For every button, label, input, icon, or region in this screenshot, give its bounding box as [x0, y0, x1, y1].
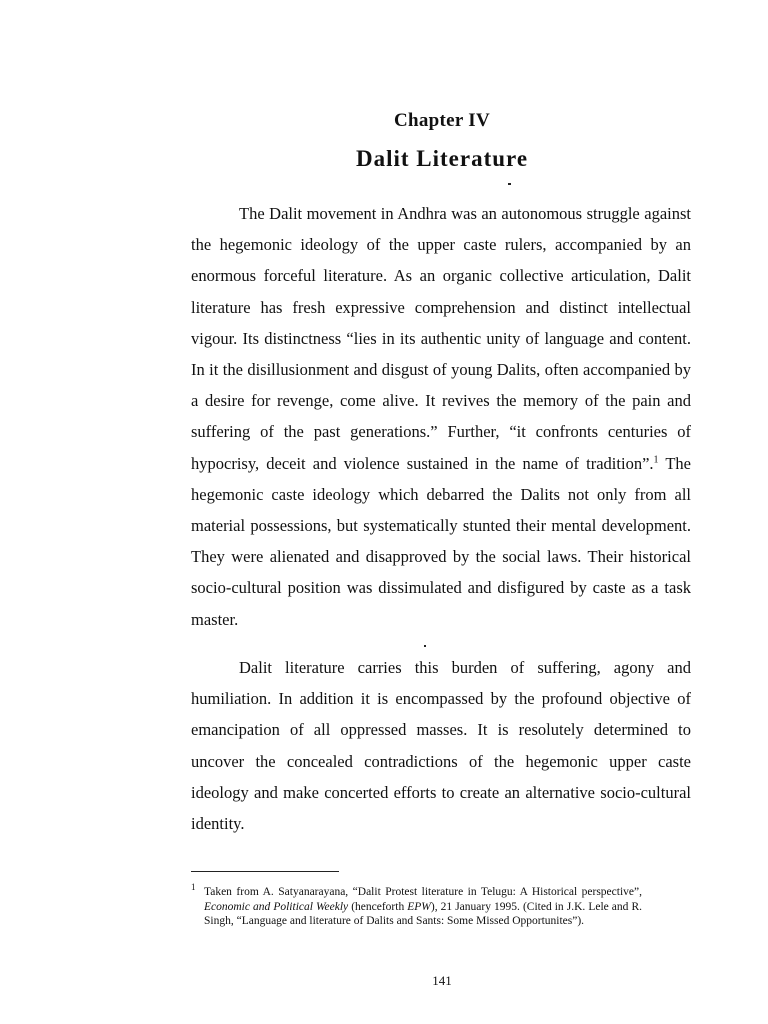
page-number: 141 [432, 973, 452, 988]
footnote-text-part-1: Taken from A. Satyanarayana, “Dalit Protest literature in Telugu: A Historical perspective”, [204, 886, 642, 898]
body-paragraph-2: Dalit literature carries this burden of suffering, agony and humiliation. In addition it is encompassed by the profound objective of emancipation of all oppressed masses. It is resolutely determined to uncover the concealed contradictions of the hegemonic upper caste ideology and make concerted efforts to create an alternative socio-cultural identity. [191, 658, 691, 834]
paragraph-1-text-after-footnote: The hegemonic caste ideology which debarred the Dalits not only from all material possessions, but systematically stunted their mental development. They were alienated and disapproved by the social laws. Their historical socio-cultural position was dissimulated and disfigured by caste as a task master. [191, 453, 691, 629]
chapter-label: Chapter IV [393, 110, 491, 131]
footnote-text-part-3: ), 21 January 1995. (Cited in J.K. Lele and R. Singh, “Language and literature of Dalits and Sants: Some Missed Opportunites”). [204, 900, 643, 927]
scan-speck [508, 183, 511, 185]
footnote-reference[interactable]: 1 [653, 454, 659, 466]
body-paragraph-1 [191, 198, 691, 635]
footnote-text [204, 885, 642, 929]
scan-speck [424, 645, 426, 647]
footnote-journal: Economic and Political Weekly [204, 900, 349, 913]
chapter-title: Dalit Literature [355, 146, 529, 171]
footnote-mark: 1 [191, 882, 196, 892]
footnote-text-part-2: (henceforth [348, 900, 408, 913]
footnote-abbreviation: EPW [407, 900, 431, 913]
paragraph-1-text-before-footnote: The Dalit movement in Andhra was an autonomous struggle against the hegemonic ideology of the upper caste rulers, accompanied by an enormous forceful literature. As an organic collective articulation, Dalit literature has fresh expressive comprehension and distinct intellectual vigour. Its distinctness “lies in its authentic unity of language and content. In it the disillusionment and disgust of young Dalits, often accompanied by a desire for revenge, come alive. It revives the memory of the pain and suffering of the past generations.” Further, “it confronts centuries of hypocrisy, deceit and violence sustained in the name of tradition”. [191, 204, 691, 473]
footnote-divider [191, 871, 339, 872]
